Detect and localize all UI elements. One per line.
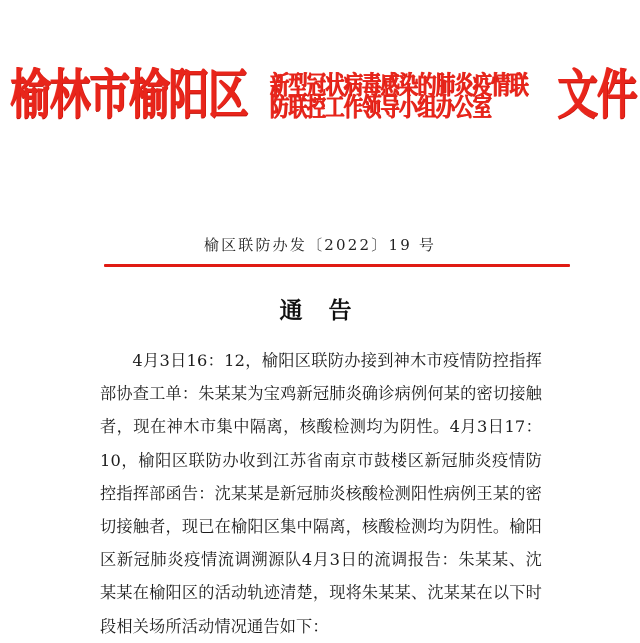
masthead-document-type: 文件 bbox=[557, 64, 637, 127]
masthead-organization-line-1: 新型冠状病毒感染的肺炎疫情联 bbox=[270, 69, 529, 100]
masthead bbox=[0, 46, 640, 146]
masthead-inner bbox=[0, 64, 640, 127]
red-divider-rule bbox=[104, 264, 570, 267]
masthead-issuer: 榆林市榆阳区 bbox=[10, 64, 248, 127]
page-title: 通 告 bbox=[279, 297, 361, 324]
masthead-organization bbox=[268, 69, 544, 122]
document-body-paragraph: 4月3日16：12，榆阳区联防办接到神木市疫情防控指挥部协查工单：朱某某为宝鸡新冠肺炎确诊病例何某的密切接触者，现在神木市集中隔离，核酸检测均为阴性。4月3日17：10，榆阳区联防办收到江苏省南京市鼓楼区新冠肺炎疫情防控指挥部函告：沈某某是新冠肺炎核酸检测阳性病例王某的密切接触者，现已在榆阳区集中隔离，核酸检测均为阴性。榆阳区新冠肺炎疫情流调溯源队4月3日的流调报告：朱某某、沈某某在榆阳区的活动轨迹清楚，现将朱某某、沈某某在以下时段相关场所活动情况通告如下： bbox=[100, 351, 542, 636]
document-number: 榆区联防办发〔2022〕19 号 bbox=[203, 236, 437, 254]
masthead-organization-line-2: 防联控工作领导小组办公室 bbox=[270, 91, 492, 122]
